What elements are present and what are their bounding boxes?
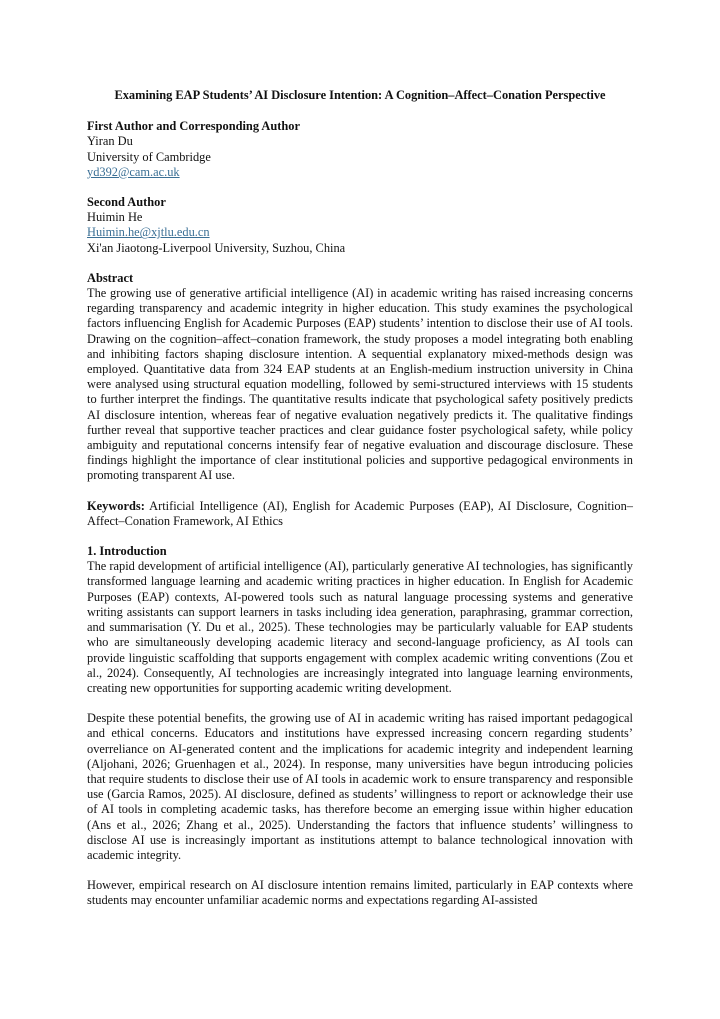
author2-name: Huimin He [87, 210, 143, 225]
keywords-label: Keywords: [87, 498, 145, 513]
introduction-heading: 1. Introduction [87, 544, 167, 559]
intro-paragraph-1: The rapid development of artificial intelligence (AI), particularly generative AI technologies, has significantly transformed language learning and academic writing practices in higher education. In English for Academic Purposes (EAP) contexts, AI-powered tools such as natural language processing systems and generative writing assistants can support learners in tasks including idea generation, paraphrasing, grammar correction, and summarisation (Y. Du et al., 2025). These technologies may be particularly valuable for EAP students who are simultaneously developing academic literacy and second-language proficiency, as AI tools can provide linguistic scaffolding that supports engagement with complex academic writing conventions (Zou et al., 2024). Consequently, AI technologies are increasingly integrated into language learning environments, creating new opportunities for supporting academic writing development. [87, 559, 633, 695]
paper-page [87, 88, 633, 924]
intro-paragraph-3: However, empirical research on AI disclosure intention remains limited, particularly in EAP contexts where students may encounter unfamiliar academic norms and expectations regarding AI-assisted [87, 878, 633, 908]
author1-email-link[interactable]: yd392@cam.ac.uk [87, 164, 180, 179]
introduction-section [87, 544, 633, 908]
author1-affiliation: University of Cambridge [87, 149, 211, 164]
author2-email-link[interactable]: Huimin.he@xjtlu.edu.cn [87, 225, 210, 240]
author2-block [87, 195, 633, 256]
author1-name: Yiran Du [87, 134, 133, 149]
keywords-text: Artificial Intelligence (AI), English for Academic Purposes (EAP), AI Disclosure, Cognition–Affect–Conation Framework, AI Ethics [87, 498, 633, 528]
author2-heading: Second Author [87, 195, 166, 210]
keywords-section [87, 499, 633, 529]
author1-block [87, 119, 633, 180]
abstract-heading: Abstract [87, 270, 134, 285]
intro-paragraph-2: Despite these potential benefits, the growing use of AI in academic writing has raised important pedagogical and ethical concerns. Educators and institutions have expressed increasing concern regarding students’ overreliance on AI-generated content and the implications for academic integrity and independent learning (Aljohani, 2026; Gruenhagen et al., 2024). In response, many universities have begun introducing policies that require students to disclose their use of AI tools in academic work to ensure transparency and responsible use (Garcia Ramos, 2025). AI disclosure, defined as students’ willingness to report or acknowledge their use of AI tools in completing academic tasks, has therefore become an emerging issue within higher education (Ans et al., 2026; Zhang et al., 2025). Understanding the factors that influence students’ willingness to disclose AI use is increasingly important as institutions attempt to balance technological innovation with academic integrity. [87, 711, 633, 862]
paper-title: Examining EAP Students’ AI Disclosure Intention: A Cognition–Affect–Conation Perspective [114, 88, 606, 102]
author2-affiliation: Xi'an Jiaotong-Liverpool University, Suzhou, China [87, 240, 346, 255]
abstract-section [87, 271, 633, 484]
abstract-text: The growing use of generative artificial intelligence (AI) in academic writing has raised increasing concerns regarding transparency and academic integrity in higher education. This study examines the psychological factors influencing English for Academic Purposes (EAP) students’ intention to disclose their use of AI tools. Drawing on the cognition–affect–conation framework, the study proposes a model integrating both enabling and inhibiting factors shaping disclosure intention. A sequential explanatory mixed-methods design was employed. Quantitative data from 324 EAP students at an English-medium instruction university in China were analysed using structural equation modelling, followed by semi-structured interviews with 15 students to further interpret the findings. The quantitative results indicate that psychological safety positively predicts AI disclosure intention, whereas fear of negative evaluation negatively predicts it. The qualitative findings further reveal that supportive teacher practices and clear guidance foster psychological safety, while policy ambiguity and reputational concerns intensify fear of negative evaluation and discourage disclosure. These findings highlight the importance of clear institutional policies and supportive pedagogical environments in promoting transparent AI use. [87, 286, 633, 483]
author1-heading: First Author and Corresponding Author [87, 119, 300, 134]
